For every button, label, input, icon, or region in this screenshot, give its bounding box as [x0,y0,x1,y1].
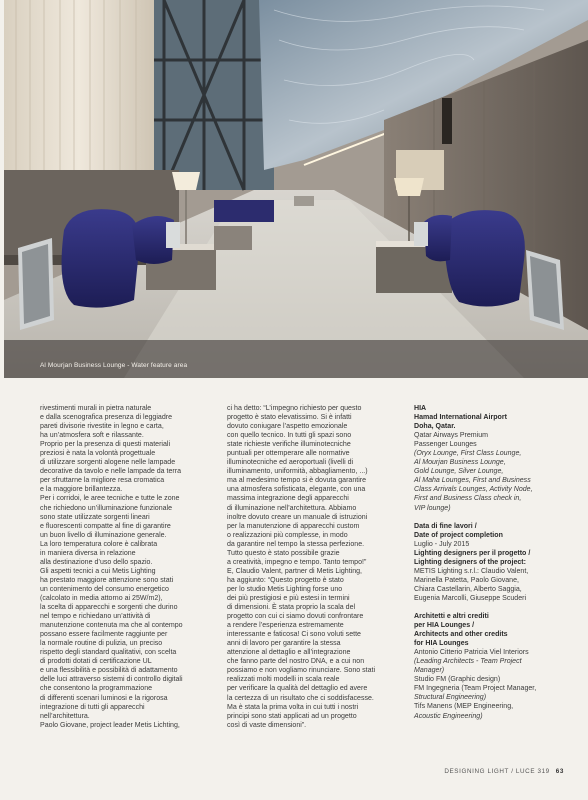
body-column-2 [227,404,397,730]
client-line: Gold Lounge, Silver Lounge, [414,468,504,476]
body-text-line: e una flessibilità e possibilità di adattamento [40,667,178,675]
body-text-line: decorative da tavolo e nelle lampade da terra [40,468,182,476]
architects-title-3: Architects and other credits [414,631,508,639]
body-text-line: di dimensioni. È stata proprio la scala del [227,604,356,612]
body-text-line: Per i corridoi, le aree tecniche e tutte le zone [40,495,180,503]
body-text-line: e fluorescenti compatte al fine di garantire [40,522,171,530]
body-text-line: così di vaste dimensioni”. [227,721,307,729]
body-text-line: un contenimento del consumo energetico [40,585,169,593]
page-number: 63 [555,768,564,775]
body-text-line: che richiedono un’illuminazione funzionale [40,504,173,512]
body-text-line: e la maggiore brillantezza. [40,486,123,494]
photo-caption: Al Mourjan Business Lounge - Water feature area [40,362,188,369]
credits-column [414,404,564,730]
lounge-illustration [4,0,588,378]
body-text-line: nel tempo e richiedano un’attività di [40,613,151,621]
body-text-line: illuminamento, uniformità, abbagliamento, ...) [227,468,368,476]
body-text-line: con quello tecnico. In tutti gli spazi sono [227,432,352,440]
body-text-line: la normale routine di pulizia, un preciso [40,640,163,648]
body-text-line: ha aggiunto: “Questo progetto è stato [227,576,344,584]
body-text-line: che fanno parte del nostro DNA, e a cui non [227,658,365,666]
body-text-line: pareti divisorie rivestite in legno e carta, [40,423,164,431]
hia-heading: HIA [414,405,427,412]
architect-line: Antonio Citterio Patricia Viel Interiors [414,649,529,657]
body-text-line: rivestimenti murali in pietra naturale [40,405,152,412]
architects-list [414,648,564,720]
body-text-line: Paolo Giovane, project leader Metis Lichting, [40,721,180,729]
body-text-line: integrazione di tutti gli apparecchi [40,703,145,711]
body-text-line: manutenzione contenuta ma che al contempo [40,622,183,630]
body-text-line: progetto è stato elevatissimo. Si è infatti [227,414,352,422]
body-text-line: rispetto degli standard qualitativi, con scelta [40,649,177,657]
client-line: First and Business Class check in, [414,495,522,503]
body-text-line: a creatività, impegno e tempo. Tanto tempo!” [227,558,367,566]
body-text-line: La loro temperatura colore è calibrata [40,540,158,548]
designer-line: Eugenia Marcolli, Giuseppe Scuderi [414,594,527,602]
body-text-line: preziosi è nata la volontà progettuale [40,450,156,458]
architect-line: Tifs Manens (MEP Engineering, [414,703,514,711]
completion-section [414,522,564,603]
body-text-line: (calcolato in media attorno ai 25W/m2), [40,594,163,602]
body-text-line: realizzati molti modelli in scala reale [227,676,340,684]
body-text-line: a rendere l’esperienza estremamente [227,622,344,630]
designers-list [414,567,564,603]
body-text-line: per verificare la qualità del dettaglio ed avere [227,685,368,693]
client-line: Doha, Qatar. [414,423,456,431]
client-lines [414,413,564,513]
body-column-1 [40,404,210,730]
architects-title-4: for HIA Lounges [414,640,469,648]
body-text-line: alla destinazione d’uso dello spazio. [40,558,153,566]
body-text-line: possiamo e non vogliamo rinunciare. Sono stati [227,667,376,675]
client-line: Al Maha Lounges, First and Business [414,477,531,485]
body-text-line: ma al medesimo tempo si è dovuta garantire [227,477,367,485]
body-text-line: possano essere facilmente raggiunte per [40,631,168,639]
magazine-name: DESIGNING LIGHT / LUCE 319 [444,768,550,775]
client-line: (Oryx Lounge, First Class Lounge, [414,450,522,458]
designers-title-2: Lighting designers of the project: [414,558,526,566]
architect-line: (Leading Architects - Team Project [414,658,522,666]
architect-line: FM Ingegneria (Team Project Manager, [414,685,537,693]
body-text-line: sono state utilizzate sorgenti lineari [40,513,150,521]
body-text-line: nell’architettura. [40,712,90,720]
body-text-line: attenzione al dettaglio e all’integrazione [227,649,351,657]
client-line: Hamad International Airport [414,414,507,422]
body-text-line: progetto con cui ci siamo dovuti confrontare [227,613,364,621]
body-text-line: puntuali per ottemperare alle normative [227,450,350,458]
client-line: Qatar Airways Premium [414,432,489,440]
body-text-line: principi sono stati applicati ad un progetto [227,712,357,720]
body-text-line: Proprio per la presenza di questi materiali [40,441,171,449]
architect-line: Structural Engineering) [414,694,487,702]
body-text-line: anni di lavoro per garantire la stessa [227,640,341,648]
designer-line: Marinella Patetta, Paolo Giovane, [414,576,519,584]
designers-title-1: Lighting designers per il progetto / [414,549,531,557]
body-text-line: per lo studio Metis Lighting forse uno [227,585,343,593]
client-line: Class Arrivals Lounges, Activity Node, [414,486,533,494]
designer-line: Chiara Castellarin, Alberto Saggia, [414,585,522,593]
page-footer [444,768,564,775]
lounge-photo [4,0,588,378]
body-text-line: illuminotecniche ed aeroportuali (livelli di [227,459,354,467]
body-text-line: dovuto coniugare l’aspetto emozionale [227,423,348,431]
body-text-line: state richieste verifiche illuminotecniche [227,441,351,449]
body-text-line: inoltre dovuto creare un manuale di istruzioni [227,513,368,521]
body-text-line: in maniera diversa in relazione [40,549,136,557]
body-text-line: di illuminazione nell’architettura. Abbiamo [227,504,357,512]
body-text-line: E, Claudio Valent, partner di Metis Lighting, [227,567,363,575]
architects-title-2: per HIA Lounges / [414,622,475,630]
body-text-line: Tutto questo è stato possibile grazie [227,549,340,557]
designer-line: METIS Lighting s.r.l.: Claudio Valent, [414,567,529,575]
architect-line: Studio FM (Graphic design) [414,676,501,684]
architects-section [414,612,564,721]
body-text-line: la scelta di apparecchi e sorgenti che durino [40,604,178,612]
body-text-line: Gli aspetti tecnici a cui Metis Lighting [40,567,156,575]
client-line: Passenger Lounges [414,441,477,449]
body-text-line: la certezza di un risultato che ci soddisfacesse. [227,694,374,702]
client-line: Al Mourjan Business Lounge, [414,459,506,467]
architects-title-1: Architetti e altri crediti [414,612,489,620]
architect-line: Acoustic Engineering) [414,712,483,720]
body-text-line: interessante e faticosa! Ci sono voluti sette [227,631,361,639]
body-text-line: di differenti scenari luminosi e la rigorosa [40,694,168,702]
body-text-line: e dalla scenografica presenza di leggiadre [40,414,173,422]
body-text-line: da garantire nel tempo la stessa perfezione. [227,540,365,548]
body-text-line: delle luci attraverso sistemi di controllo digitali [40,676,183,684]
body-text-line: di prodotti dotati di certificazione UL [40,658,152,666]
architect-line: Manager) [414,667,445,675]
body-text-line: per la manutenzione di apparecchi custom [227,522,360,530]
client-section [414,404,564,513]
completion-title-1: Data di fine lavori / [414,522,477,530]
body-text-line: una atmosfera sofisticata, elegante, con una [227,486,366,494]
body-text-line: Ma è stata la prima volta in cui tutti i nostri [227,703,359,711]
body-text-line: ha un’atmosfera soft e rilassante. [40,432,144,440]
body-text-line: di utilizzare sorgenti alogene nelle lampade [40,459,176,467]
completion-title-2: Date of project completion [414,531,503,539]
body-text-line: per sfruttarne la migliore resa cromatica [40,477,165,485]
body-text-line: massima integrazione degli apparecchi [227,495,349,503]
body-text-line: o realizzazioni più complesse, in modo [227,531,348,539]
body-text-line: ha prestato maggiore attenzione sono stati [40,576,174,584]
body-text-line: un buon livello di illuminazione generale. [40,531,167,539]
body-text-line: ci ha detto: “L’impegno richiesto per questo [227,405,362,412]
client-line: VIP lounge) [414,504,451,512]
body-text-line: che consentono la programmazione [40,685,153,693]
completion-value: Luglio - July 2015 [414,540,470,548]
body-text-line: dei più prestigiosi e più estesi in termini [227,594,350,602]
